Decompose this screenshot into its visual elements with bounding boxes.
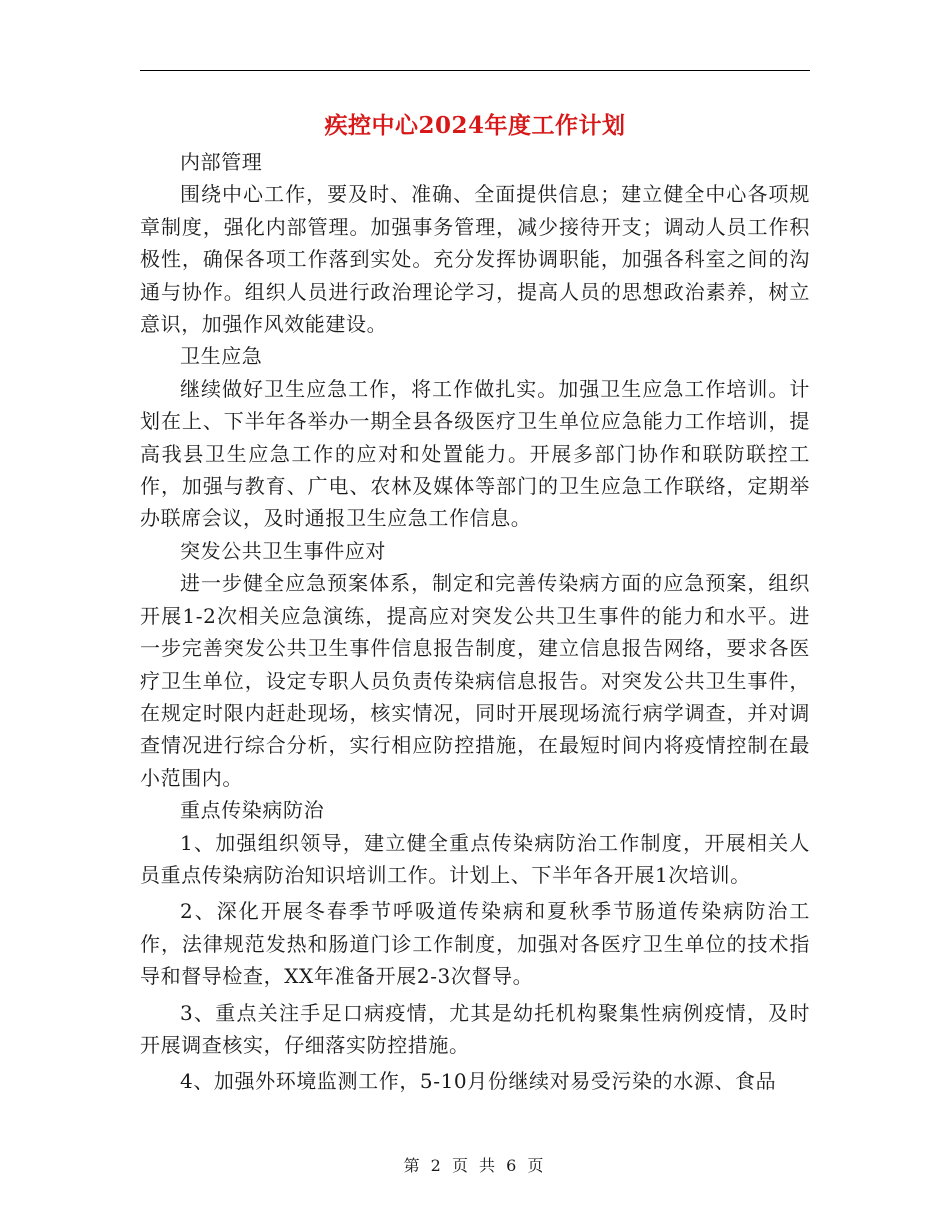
document-body [140,146,810,1098]
section-internal-management [140,146,810,340]
list-item: 4、加强外环境监测工作，5-10月份继续对易受污染的水源、食品 [180,1069,777,1094]
section-heading: 内部管理 [180,150,263,174]
section-heading: 突发公共卫生事件应对 [180,538,386,563]
section-health-emergency [140,340,810,534]
list-item: 3、重点关注手足口病疫情，尤其是幼托机构聚集性病例疫情，及时开展调查核实，仔细落实防控措施。 [140,1000,810,1057]
paragraph: 围绕中心工作，要及时、准确、全面提供信息；建立健全中心各项规章制度，强化内部管理。加强事务管理，减少接待开支；调动人员工作积极性，确保各项工作落到实处。充分发挥协调职能，加强各科室之间的沟通与协作。组织人员进行政治理论学习，提高人员的思想政治素养，树立意识，加强作风效能建设。 [140,182,810,337]
section-public-health-response [140,535,810,794]
paragraph: 进一步健全应急预案体系，制定和完善传染病方面的应急预案，组织开展1-2次相关应急演练，提高应对突发公共卫生事件的能力和水平。进一步完善突发公共卫生事件信息报告制度，建立信息报告网络，要求各医疗卫生单位，设定专职人员负责传染病信息报告。对突发公共卫生事件，在规定时限内赶赴现场，核实情况，同时开展现场流行病学调查，并对调查情况进行综合分析，实行相应防控措施，在最短时间内将疫情控制在最小范围内。 [140,571,810,790]
page-number: 第 2 页 共 6 页 [403,1156,547,1175]
list-item: 1、加强组织领导，建立健全重点传染病防治工作制度，开展相关人员重点传染病防治知识培训工作。计划上、下半年各开展1次培训。 [140,830,810,887]
section-key-disease-control [140,794,810,1098]
header-rule [140,70,810,71]
section-heading: 重点传染病防治 [180,798,325,823]
document-title: 疾控中心2024年度工作计划 [324,112,626,139]
paragraph: 继续做好卫生应急工作，将工作做扎实。加强卫生应急工作培训。计划在上、下半年各举办一期全县各级医疗卫生单位应急能力工作培训，提高我县卫生应急工作的应对和处置能力。开展多部门协作和联防联控工作，加强与教育、广电、农林及媒体等部门的卫生应急工作联络，定期举办联席会议，及时通报卫生应急工作信息。 [140,376,810,531]
list-item: 2、深化开展冬春季节呼吸道传染病和夏秋季节肠道传染病防治工作，法律规范发热和肠道门诊工作制度，加强对各医疗卫生单位的技术指导和督导检查，XX年准备开展2-3次督导。 [140,899,810,989]
section-heading: 卫生应急 [180,344,263,369]
